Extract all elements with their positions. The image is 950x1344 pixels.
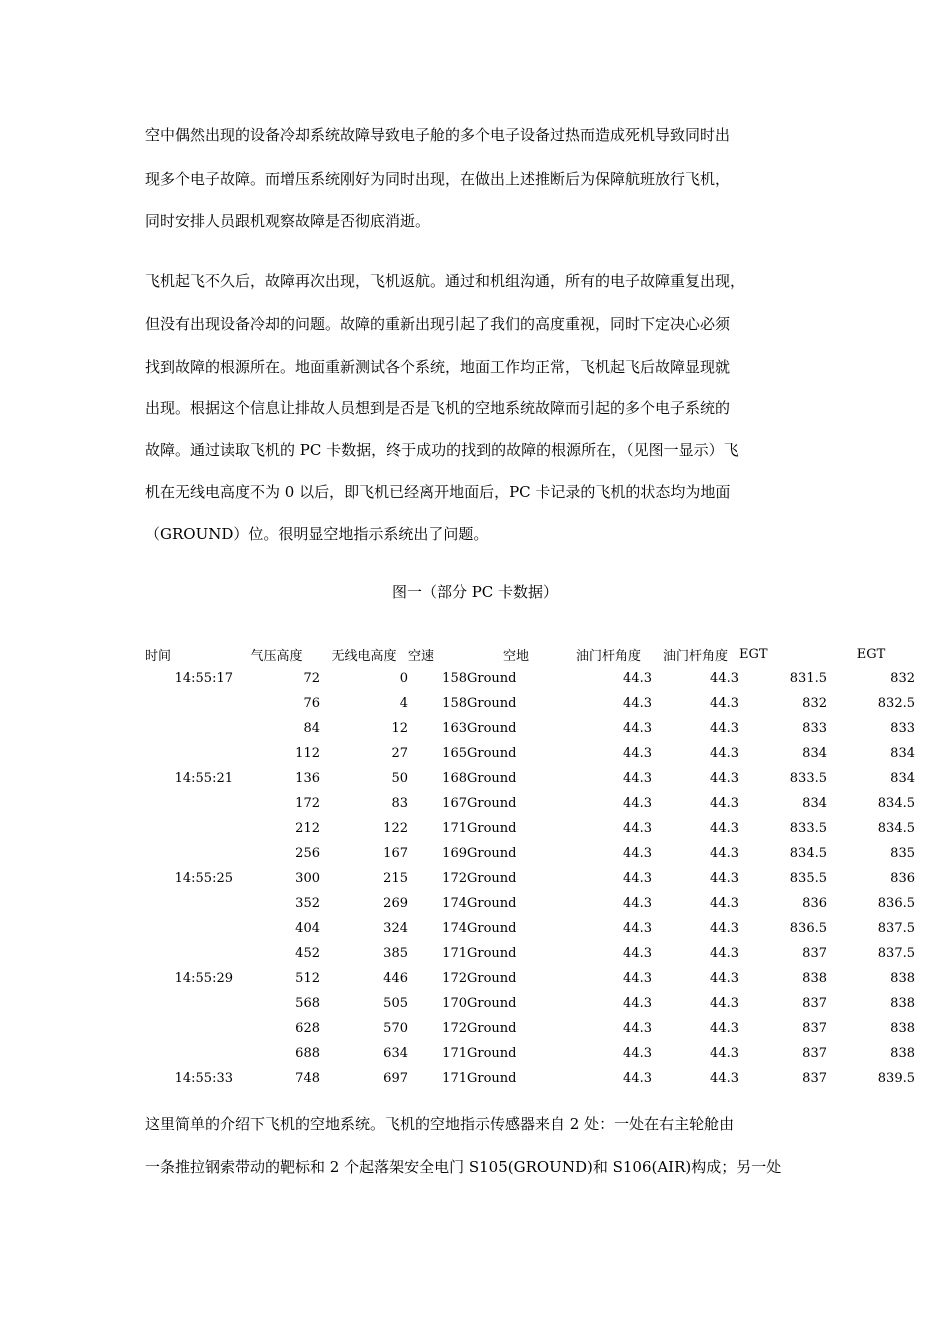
pc-card-data-table <box>145 642 915 1091</box>
cell-airspeed: 168 <box>442 771 467 786</box>
cell-airspeed: 165 <box>442 746 467 761</box>
cell-throttle-angle-1: 44.3 <box>623 721 652 736</box>
cell-air-ground: Ground <box>467 921 517 936</box>
cell-egt-1: 837 <box>802 1046 827 1061</box>
figure-caption: 图一（部分 PC 卡数据） <box>391 583 559 601</box>
table-row <box>145 666 915 691</box>
cell-pressure-altitude: 512 <box>295 971 320 986</box>
cell-egt-1: 833.5 <box>789 771 827 786</box>
header-radio-altitude: 无线电高度 <box>331 648 397 664</box>
cell-egt-2: 838 <box>890 1046 915 1061</box>
cell-airspeed: 171 <box>442 1071 467 1086</box>
cell-radio-altitude: 269 <box>383 896 408 911</box>
cell-airspeed: 172 <box>442 1021 467 1036</box>
cell-air-ground: Ground <box>467 771 517 786</box>
header-pressure-altitude: 气压高度 <box>250 648 303 664</box>
cell-throttle-angle-1: 44.3 <box>623 871 652 886</box>
cell-throttle-angle-2: 44.3 <box>710 1021 739 1036</box>
cell-egt-2: 832 <box>890 671 915 686</box>
cell-throttle-angle-2: 44.3 <box>710 971 739 986</box>
table-row <box>145 941 915 966</box>
cell-airspeed: 169 <box>442 846 467 861</box>
cell-throttle-angle-1: 44.3 <box>623 921 652 936</box>
table-row <box>145 766 915 791</box>
table-row <box>145 816 915 841</box>
cell-airspeed: 158 <box>442 696 467 711</box>
cell-radio-altitude: 0 <box>399 671 408 686</box>
cell-time: 14:55:21 <box>174 771 233 786</box>
cell-throttle-angle-1: 44.3 <box>623 996 652 1011</box>
header-egt-1: EGT <box>739 646 768 662</box>
cell-egt-2: 836 <box>890 871 915 886</box>
cell-time <box>145 941 233 966</box>
cell-airspeed: 170 <box>442 996 467 1011</box>
header-air-ground: 空地 <box>502 648 529 664</box>
text-line: 一条推拉钢索带动的靶标和 2 个起落架安全电门 S105(GROUND)和 S106(AIR)构成；另一处 <box>145 1158 782 1176</box>
cell-throttle-angle-1: 44.3 <box>623 696 652 711</box>
cell-egt-2: 838 <box>890 1021 915 1036</box>
cell-air-ground: Ground <box>467 746 517 761</box>
cell-throttle-angle-1: 44.3 <box>623 971 652 986</box>
cell-egt-1: 837 <box>802 946 827 961</box>
cell-throttle-angle-2: 44.3 <box>710 696 739 711</box>
cell-radio-altitude: 83 <box>391 796 408 811</box>
table-row <box>145 841 915 866</box>
cell-egt-2: 838 <box>890 996 915 1011</box>
cell-airspeed: 158 <box>442 671 467 686</box>
cell-pressure-altitude: 76 <box>303 696 320 711</box>
cell-time <box>145 791 233 816</box>
table-row <box>145 1041 915 1066</box>
cell-egt-2: 838 <box>890 971 915 986</box>
cell-radio-altitude: 697 <box>383 1071 408 1086</box>
cell-pressure-altitude: 84 <box>303 721 320 736</box>
cell-egt-1: 835.5 <box>789 871 827 886</box>
cell-pressure-altitude: 748 <box>295 1071 320 1086</box>
cell-egt-1: 834.5 <box>789 846 827 861</box>
cell-time <box>145 1041 233 1066</box>
cell-air-ground: Ground <box>467 1021 517 1036</box>
cell-throttle-angle-1: 44.3 <box>623 671 652 686</box>
cell-egt-1: 837 <box>802 1071 827 1086</box>
cell-throttle-angle-2: 44.3 <box>710 946 739 961</box>
cell-throttle-angle-1: 44.3 <box>623 1071 652 1086</box>
cell-pressure-altitude: 352 <box>295 896 320 911</box>
cell-air-ground: Ground <box>467 696 517 711</box>
table-row <box>145 866 915 891</box>
cell-throttle-angle-1: 44.3 <box>623 1046 652 1061</box>
table-row <box>145 691 915 716</box>
cell-time: 14:55:33 <box>174 1071 233 1086</box>
cell-throttle-angle-1: 44.3 <box>623 946 652 961</box>
cell-throttle-angle-2: 44.3 <box>710 721 739 736</box>
header-egt-2: EGT <box>856 646 886 662</box>
cell-pressure-altitude: 112 <box>295 746 320 761</box>
cell-air-ground: Ground <box>467 1046 517 1061</box>
table-row <box>145 791 915 816</box>
cell-radio-altitude: 12 <box>391 721 408 736</box>
cell-egt-2: 834 <box>890 746 915 761</box>
cell-airspeed: 171 <box>442 1046 467 1061</box>
cell-pressure-altitude: 404 <box>295 921 320 936</box>
cell-radio-altitude: 215 <box>383 871 408 886</box>
cell-airspeed: 163 <box>442 721 467 736</box>
cell-throttle-angle-2: 44.3 <box>710 671 739 686</box>
table-row <box>145 1016 915 1041</box>
cell-pressure-altitude: 452 <box>295 946 320 961</box>
cell-air-ground: Ground <box>467 996 517 1011</box>
cell-time: 14:55:29 <box>174 971 233 986</box>
cell-air-ground: Ground <box>467 721 517 736</box>
cell-radio-altitude: 122 <box>383 821 408 836</box>
cell-egt-1: 832 <box>802 696 827 711</box>
cell-time <box>145 891 233 916</box>
cell-egt-2: 832.5 <box>877 696 915 711</box>
cell-throttle-angle-2: 44.3 <box>710 871 739 886</box>
cell-air-ground: Ground <box>467 896 517 911</box>
table-row <box>145 916 915 941</box>
cell-egt-1: 838 <box>802 971 827 986</box>
cell-throttle-angle-1: 44.3 <box>623 846 652 861</box>
cell-air-ground: Ground <box>467 821 517 836</box>
cell-egt-1: 831.5 <box>789 671 827 686</box>
cell-throttle-angle-2: 44.3 <box>710 921 739 936</box>
cell-egt-1: 836.5 <box>789 921 827 936</box>
cell-pressure-altitude: 300 <box>295 871 320 886</box>
table-row <box>145 966 915 991</box>
cell-throttle-angle-2: 44.3 <box>710 896 739 911</box>
header-throttle-angle-2: 油门杆角度 <box>662 648 728 664</box>
cell-radio-altitude: 27 <box>391 746 408 761</box>
cell-time: 14:55:25 <box>174 871 233 886</box>
cell-air-ground: Ground <box>467 1071 517 1086</box>
text-line: 现多个电子故障。而增压系统刚好为同时出现，在做出上述推断后为保障航班放行飞机， <box>145 170 731 188</box>
cell-airspeed: 172 <box>442 971 467 986</box>
text-line: 故障。通过读取飞机的 PC 卡数据，终于成功的找到的故障的根源所在，（见图一显示）飞 <box>145 441 739 459</box>
cell-egt-2: 834.5 <box>877 796 915 811</box>
cell-radio-altitude: 446 <box>383 971 408 986</box>
cell-throttle-angle-2: 44.3 <box>710 771 739 786</box>
cell-egt-2: 834.5 <box>877 821 915 836</box>
table-row <box>145 741 915 766</box>
cell-throttle-angle-2: 44.3 <box>710 846 739 861</box>
table-row <box>145 716 915 741</box>
text-line: 飞机起飞不久后，故障再次出现，飞机返航。通过和机组沟通，所有的电子故障重复出现， <box>145 272 746 290</box>
table-header-row <box>145 642 915 666</box>
cell-air-ground: Ground <box>467 796 517 811</box>
cell-time <box>145 741 233 766</box>
header-time: 时间 <box>145 648 172 664</box>
cell-throttle-angle-2: 44.3 <box>710 746 739 761</box>
text-line: 同时安排人员跟机观察故障是否彻底消逝。 <box>145 212 431 230</box>
cell-airspeed: 167 <box>442 796 467 811</box>
cell-time <box>145 716 233 741</box>
cell-air-ground: Ground <box>467 871 517 886</box>
cell-pressure-altitude: 72 <box>303 671 320 686</box>
cell-throttle-angle-2: 44.3 <box>710 1071 739 1086</box>
cell-radio-altitude: 4 <box>399 696 408 711</box>
cell-airspeed: 171 <box>442 946 467 961</box>
cell-egt-2: 839.5 <box>877 1071 915 1086</box>
cell-pressure-altitude: 568 <box>295 996 320 1011</box>
cell-radio-altitude: 634 <box>383 1046 408 1061</box>
cell-air-ground: Ground <box>467 846 517 861</box>
text-line: 出现。根据这个信息让排故人员想到是否是飞机的空地系统故障而引起的多个电子系统的 <box>145 399 731 417</box>
cell-time <box>145 916 233 941</box>
cell-airspeed: 171 <box>442 821 467 836</box>
cell-throttle-angle-1: 44.3 <box>623 896 652 911</box>
cell-pressure-altitude: 688 <box>295 1046 320 1061</box>
cell-throttle-angle-2: 44.3 <box>710 796 739 811</box>
cell-throttle-angle-1: 44.3 <box>623 821 652 836</box>
cell-egt-1: 834 <box>802 796 827 811</box>
cell-throttle-angle-2: 44.3 <box>710 821 739 836</box>
cell-air-ground: Ground <box>467 671 517 686</box>
text-line: 机在无线电高度不为 0 以后，即飞机已经离开地面后，PC 卡记录的飞机的状态均为地面 <box>145 483 731 501</box>
cell-pressure-altitude: 172 <box>295 796 320 811</box>
cell-airspeed: 172 <box>442 871 467 886</box>
cell-egt-2: 837.5 <box>877 921 915 936</box>
cell-throttle-angle-2: 44.3 <box>710 996 739 1011</box>
table-row <box>145 991 915 1016</box>
cell-throttle-angle-1: 44.3 <box>623 796 652 811</box>
cell-radio-altitude: 324 <box>383 921 408 936</box>
cell-radio-altitude: 167 <box>383 846 408 861</box>
cell-pressure-altitude: 136 <box>295 771 320 786</box>
cell-egt-1: 833 <box>802 721 827 736</box>
cell-radio-altitude: 50 <box>391 771 408 786</box>
cell-time: 14:55:17 <box>174 671 233 686</box>
cell-airspeed: 174 <box>442 896 467 911</box>
table-row <box>145 891 915 916</box>
text-line: （GROUND）位。很明显空地指示系统出了问题。 <box>145 525 489 543</box>
cell-air-ground: Ground <box>467 971 517 986</box>
cell-airspeed: 174 <box>442 921 467 936</box>
cell-egt-1: 837 <box>802 996 827 1011</box>
cell-throttle-angle-1: 44.3 <box>623 1021 652 1036</box>
cell-egt-1: 834 <box>802 746 827 761</box>
cell-time <box>145 841 233 866</box>
cell-radio-altitude: 505 <box>383 996 408 1011</box>
header-throttle-angle-1: 油门杆角度 <box>575 648 641 664</box>
table-row <box>145 1066 915 1091</box>
cell-egt-2: 835 <box>890 846 915 861</box>
cell-egt-1: 833.5 <box>789 821 827 836</box>
cell-egt-1: 836 <box>802 896 827 911</box>
cell-pressure-altitude: 212 <box>295 821 320 836</box>
cell-throttle-angle-1: 44.3 <box>623 771 652 786</box>
cell-throttle-angle-2: 44.3 <box>710 1046 739 1061</box>
cell-egt-2: 833 <box>890 721 915 736</box>
text-line: 但没有出现设备冷却的问题。故障的重新出现引起了我们的高度重视，同时下定决心必须 <box>145 315 731 333</box>
cell-time <box>145 816 233 841</box>
cell-radio-altitude: 385 <box>383 946 408 961</box>
cell-time <box>145 991 233 1016</box>
cell-egt-1: 837 <box>802 1021 827 1036</box>
cell-throttle-angle-1: 44.3 <box>623 746 652 761</box>
text-line: 空中偶然出现的设备冷却系统故障导致电子舱的多个电子设备过热而造成死机导致同时出 <box>145 126 731 144</box>
cell-egt-2: 837.5 <box>877 946 915 961</box>
cell-time <box>145 691 233 716</box>
cell-egt-2: 836.5 <box>877 896 915 911</box>
cell-time <box>145 1016 233 1041</box>
header-airspeed: 空速 <box>408 648 435 664</box>
cell-air-ground: Ground <box>467 946 517 961</box>
cell-pressure-altitude: 628 <box>295 1021 320 1036</box>
cell-egt-2: 834 <box>890 771 915 786</box>
cell-pressure-altitude: 256 <box>295 846 320 861</box>
text-line: 找到故障的根源所在。地面重新测试各个系统，地面工作均正常，飞机起飞后故障显现就 <box>145 358 731 376</box>
cell-radio-altitude: 570 <box>383 1021 408 1036</box>
text-line: 这里简单的介绍下飞机的空地系统。飞机的空地指示传感器来自 2 处：一处在右主轮舱由 <box>145 1115 735 1133</box>
